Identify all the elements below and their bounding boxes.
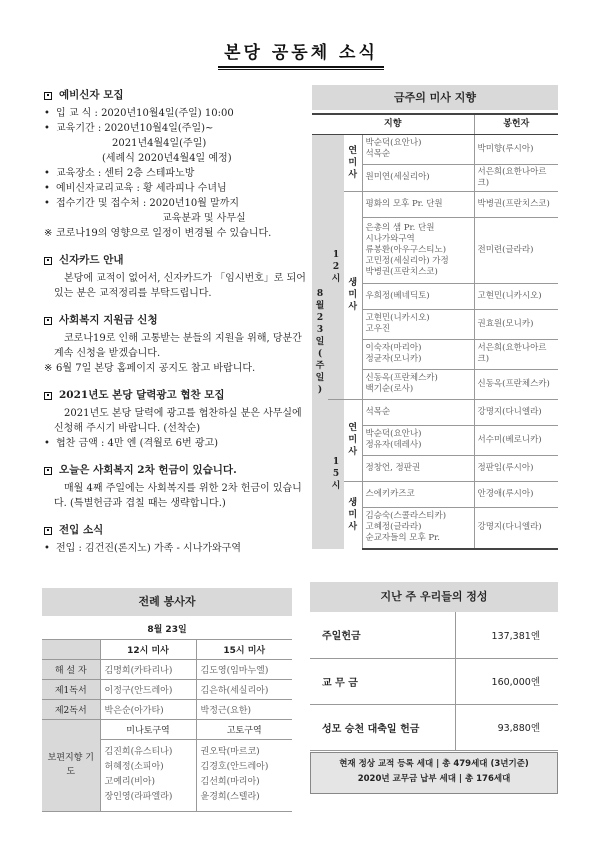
list-item-cont: 교육분과 및 사무실 xyxy=(162,213,246,224)
zone-a: 미나토구역 xyxy=(100,719,196,739)
table-row: 김진희(유스티나) 허혜정(소피아) 고예리(비아) 장인영(라파엘라) 권오탁(마르코) 김경호(안드레아) 김선희(마리아) 윤경희(스텔라) xyxy=(42,739,292,811)
list-item: • 교육장소 : 센터 2층 스테파노방 xyxy=(44,168,195,179)
offerer-cell: 박병권(프란치스코) xyxy=(474,191,558,217)
news-column xyxy=(44,88,306,568)
table-row: 제1독서 이정구(안드레아) 김은하(세실리아) xyxy=(42,679,292,699)
offerer-cell: 서은희(요한나아르크) xyxy=(474,339,558,369)
intention-cell: 정창언, 정판권 xyxy=(362,455,474,481)
title-underline xyxy=(218,66,384,70)
offerer-cell: 강명지(다니엘라) xyxy=(474,399,558,425)
zone-b: 고토구역 xyxy=(196,719,292,739)
mass-intention-heading: 금주의 미사 지향 xyxy=(312,85,558,110)
square-bullet-icon xyxy=(44,392,52,400)
notice-line: ※ 코로나19의 영향으로 일정이 변경될 수 있습니다. xyxy=(44,228,272,239)
transfer-section xyxy=(44,523,306,556)
table-row: 성모 승천 대축일 헌금 93,880엔 xyxy=(310,704,558,750)
mass-time: 1 5 시 xyxy=(328,399,344,549)
table-row: 주일헌금 137,381엔 xyxy=(310,612,558,658)
offerer-cell: 박미향(루시아) xyxy=(474,134,558,164)
square-bullet-icon xyxy=(44,317,52,325)
welfare-section xyxy=(44,313,306,376)
offering-table xyxy=(310,612,558,751)
table-row xyxy=(42,719,292,739)
intention-cell: 이숙자(마리아) 정균자(모니카) xyxy=(362,339,474,369)
table-row xyxy=(312,134,558,164)
section-heading: 오늘은 사회복지 2차 헌금이 있습니다. xyxy=(44,463,306,478)
section-text: 매월 4째 주일에는 사회복지를 위한 2차 헌금이 있습니다. (특별헌금과 겹칠 때는 생략합니다.) xyxy=(54,483,302,509)
intention-cell: 박순덕(요안나) 석목순 xyxy=(362,134,474,164)
col-intention: 지향 xyxy=(312,114,474,134)
prayer-label: 보편지향 기 도 xyxy=(42,719,100,811)
collection-section xyxy=(44,463,306,511)
section-heading: 2021년도 본당 달력광고 협찬 모집 xyxy=(44,388,306,403)
offerer-cell: 강명지(다니엘라) xyxy=(474,507,558,549)
intention-cell: 은총의 샘 Pr. 단원 시나가와구역 류봉환(아우구스티노) 고민정(세실리아) 가정 박병권(프란치스코) xyxy=(362,217,474,283)
table-row: 해 설 자 김명희(카타리나) 김도영(임마누엘) xyxy=(42,659,292,679)
stat-dues: 2020년 교무금 납부 세대 | 총 176세대 xyxy=(357,774,511,784)
intention-cell: 원미연(세실리아) xyxy=(362,164,474,191)
calendar-section xyxy=(44,388,306,451)
offerer-cell: 권효원(모니카) xyxy=(474,309,558,339)
mass-date: 8 월 2 3 일 ( 주 일 ) xyxy=(312,134,328,549)
list-item-cont: (세례식 2020년4월4일 예정) xyxy=(102,153,232,164)
section-heading: 전입 소식 xyxy=(44,523,306,538)
list-item: • 전입 : 김건진(론지노) 가족 - 시나가와구역 xyxy=(44,543,242,554)
intention-cell: 신동옥(프란체스카) 백기순(로사) xyxy=(362,369,474,399)
mass-type: 연 미 사 xyxy=(344,399,362,481)
section-text: 본당에 교적이 없어서, 신자카드가 「임시번호」로 되어있는 분은 교적정리를 부탁드립니다. xyxy=(54,273,306,299)
list-item: • 교육기간 : 2020년10월4일(주일)~ xyxy=(44,123,214,134)
offerer-cell: 정판임(루시아) xyxy=(474,455,558,481)
square-bullet-icon xyxy=(44,92,52,100)
intention-cell: 고현민(니카시오) 고우진 xyxy=(362,309,474,339)
offerer-cell: 고현민(니카시오) xyxy=(474,283,558,309)
offering-heading: 지난 주 우리들의 정성 xyxy=(310,582,558,612)
table-row: 제2독서 박은순(아가타) 박정근(요한) xyxy=(42,699,292,719)
list-item-cont: 2021년4월4일(주일) xyxy=(112,138,207,149)
offerer-cell: 서수미(베로니카) xyxy=(474,425,558,455)
table-row: 교 무 금 160,000엔 xyxy=(310,658,558,704)
intention-cell: 박순덕(요안나) 정유자(데레사) xyxy=(362,425,474,455)
servers-table xyxy=(42,619,292,812)
table-row xyxy=(312,191,558,217)
offerer-cell: 서은희(요한나아르크) xyxy=(474,164,558,191)
list-item: • 입 교 식 : 2020년10월4일(주일) 10:00 xyxy=(44,108,234,119)
page-title-block xyxy=(218,38,384,70)
card-section xyxy=(44,253,306,301)
section-heading: 예비신자 모집 xyxy=(44,88,306,103)
list-item: • 접수기간 및 접수처 : 2020년10월 말까지 xyxy=(44,198,240,209)
mass-intention-table xyxy=(312,113,558,550)
mass-type: 생 미 사 xyxy=(344,191,362,399)
col-12: 12시 미사 xyxy=(100,639,196,659)
notice-line: ※ 6월 7일 본당 홈페이지 공지도 참고 바랍니다. xyxy=(44,363,256,374)
mass-type: 생 미 사 xyxy=(344,481,362,549)
list-item: • 협찬 금액 : 4만 엔 (격월로 6번 광고) xyxy=(44,438,219,449)
intention-cell: 김승숙(스콜라스티카) 고혜정(글라라) 순교자들의 모후 Pr. xyxy=(362,507,474,549)
section-text: 코로나19로 인해 고통받는 분들의 지원을 위해, 당분간 계속 신청을 받겠습니다. xyxy=(54,333,302,359)
household-stats xyxy=(310,752,558,794)
offerer-cell: 전미련(글라라) xyxy=(474,217,558,283)
mass-time: 1 2 시 xyxy=(328,134,344,399)
table-row xyxy=(312,481,558,507)
mass-type: 연 미 사 xyxy=(344,134,362,191)
table-header-row xyxy=(312,114,558,134)
square-bullet-icon xyxy=(44,257,52,265)
page-title: 본당 공동체 소식 xyxy=(224,43,378,63)
servers-heading: 전례 봉사자 xyxy=(42,588,292,616)
col-offerer: 봉헌자 xyxy=(474,114,558,134)
table-row xyxy=(312,399,558,425)
servers-date: 8월 23일 xyxy=(42,619,292,639)
list-item: • 예비신자교리교육 : 황 세라피나 수녀님 xyxy=(44,183,227,194)
col-15: 15시 미사 xyxy=(196,639,292,659)
section-heading: 신자카드 안내 xyxy=(44,253,306,268)
intention-cell: 평화의 모후 Pr. 단원 xyxy=(362,191,474,217)
intention-cell: 석목순 xyxy=(362,399,474,425)
intention-cell: 우희정(베네딕토) xyxy=(362,283,474,309)
table-row xyxy=(42,639,292,659)
square-bullet-icon xyxy=(44,527,52,535)
offerer-cell: 안경애(루시아) xyxy=(474,481,558,507)
section-text: 2021년도 본당 달력에 광고를 협찬하실 분은 사무실에 신청해 주시기 바랍니다. (선착순) xyxy=(54,408,302,434)
section-heading: 사회복지 지원금 신청 xyxy=(44,313,306,328)
catechumen-section xyxy=(44,88,306,241)
offerer-cell: 신동옥(프란체스카) xyxy=(474,369,558,399)
intention-cell: 스에키카즈코 xyxy=(362,481,474,507)
square-bullet-icon xyxy=(44,467,52,475)
stat-registered: 현재 정상 교적 등록 세대 | 총 479세대 (3년기준) xyxy=(339,759,529,769)
table-row xyxy=(42,619,292,639)
